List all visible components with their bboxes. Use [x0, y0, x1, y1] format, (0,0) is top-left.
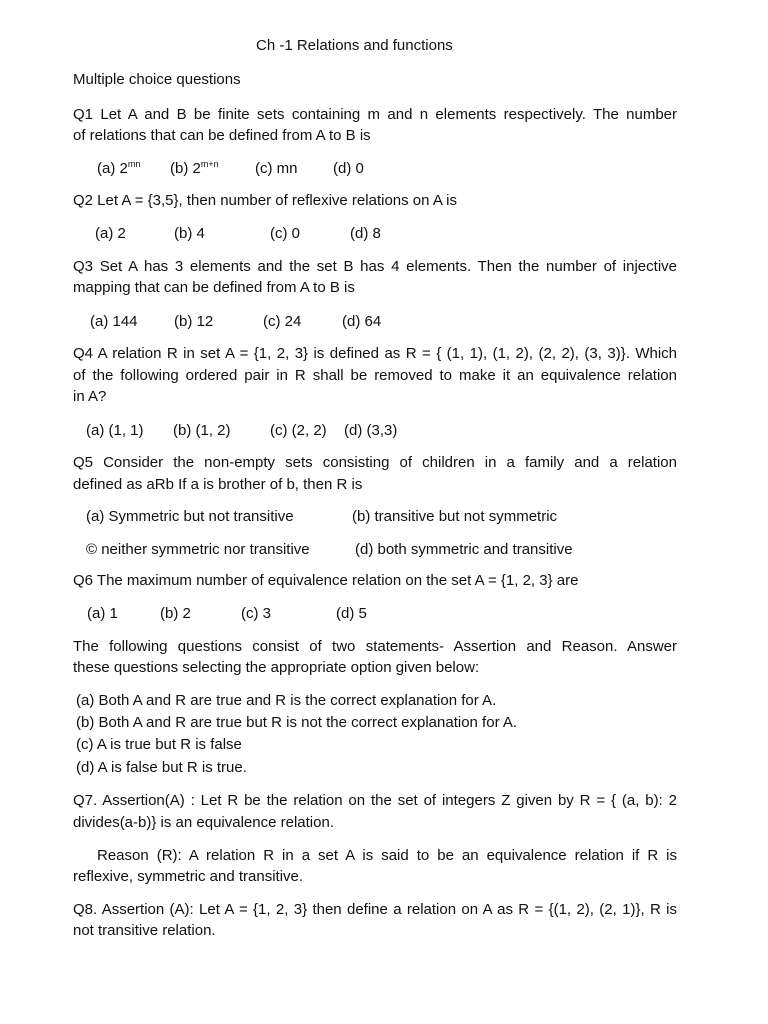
q2-option-c: (c) 0: [270, 225, 300, 242]
q2-option-b: (b) 4: [174, 225, 205, 242]
q4-option-c: (c) (2, 2): [270, 422, 327, 439]
q3-option-d: (d) 64: [342, 313, 382, 330]
ar-option-c: (c) A is true but R is false: [76, 736, 242, 753]
q1-option-a: (a) $2^{mn}$: [97, 159, 141, 177]
q4-option-d: (d) (3,3): [344, 422, 398, 439]
q8-assertion-line-1: Q8. Assertion (A): Let A = {1, 2, 3} then define a relation on A as R = {(1, 2), (2, 1)}, R is: [73, 901, 677, 918]
q6-option-c: (c) 3: [241, 605, 271, 622]
page-title: Ch -1 Relations and functions: [256, 37, 453, 54]
q7-assertion-line-2: divides(a-b)} is an equivalence relation.: [73, 814, 334, 831]
q6-text: Q6 The maximum number of equivalence relation on the set A = {1, 2, 3} are: [73, 572, 579, 589]
q7-reason-line-2: reflexive, symmetric and transitive.: [73, 868, 304, 885]
q4-option-a: (a) (1, 1): [86, 422, 144, 439]
q2-option-a: (a) 2: [95, 225, 126, 242]
q5-text-line-2: defined as aRb If a is brother of b, then R is: [73, 476, 363, 493]
q2-option-d: (d) 8: [350, 225, 381, 242]
q5-option-d: (d) both symmetric and transitive: [355, 541, 573, 558]
ar-intro-line-2: these questions selecting the appropriate option given below:: [73, 659, 480, 676]
q4-text-line-2: of the following ordered pair in R shall be removed to make it an equivalence relation: [73, 367, 677, 384]
q4-option-b: (b) (1, 2): [173, 422, 231, 439]
q6-option-d: (d) 5: [336, 605, 367, 622]
q7-assertion-line-1: Q7. Assertion(A) : Let R be the relation on the set of integers Z given by R = { (a, b): 2: [73, 792, 677, 809]
q1-option-c: (c) mn: [255, 160, 298, 177]
ar-option-a: (a) Both A and R are true and R is the correct explanation for A.: [76, 692, 497, 709]
q1-text-line-1: Q1 Let A and B be finite sets containing m and n elements respectively. The number: [73, 106, 677, 123]
section-heading: Multiple choice questions: [73, 71, 241, 88]
q5-text-line-1: Q5 Consider the non-empty sets consisting of children in a family and a relation: [73, 454, 677, 471]
q5-option-b: (b) transitive but not symmetric: [352, 508, 558, 525]
q1-text-line-2: of relations that can be defined from A to B is: [73, 127, 371, 144]
q3-text-line-1: Q3 Set A has 3 elements and the set B has 4 elements. Then the number of injective: [73, 258, 677, 275]
q4-text-line-1: Q4 A relation R in set A = {1, 2, 3} is defined as R = { (1, 1), (1, 2), (2, 2), (3, 3)}. Which: [73, 345, 677, 362]
q6-option-a: (a) 1: [87, 605, 118, 622]
q8-assertion-line-2: not transitive relation.: [73, 922, 216, 939]
q1-option-b: (b) $2^{m+n}$: [170, 159, 219, 177]
ar-option-b: (b) Both A and R are true but R is not the correct explanation for A.: [76, 714, 518, 731]
q6-option-b: (b) 2: [160, 605, 191, 622]
q3-text-line-2: mapping that can be defined from A to B is: [73, 279, 355, 296]
q5-option-a: (a) Symmetric but not transitive: [86, 508, 294, 525]
q1-option-d: (d) 0: [333, 160, 364, 177]
q5-option-c: © neither symmetric nor transitive: [86, 541, 310, 558]
q3-option-a: (a) 144: [90, 313, 138, 330]
q7-reason-line-1: Reason (R): A relation R in a set A is said to be an equivalence relation if R is: [97, 847, 677, 864]
q3-option-b: (b) 12: [174, 313, 214, 330]
q3-option-c: (c) 24: [263, 313, 302, 330]
q2-text: Q2 Let A = {3,5}, then number of reflexive relations on A is: [73, 192, 458, 209]
ar-intro-line-1: The following questions consist of two statements- Assertion and Reason. Answer: [73, 638, 677, 655]
q4-text-line-3: in A?: [73, 388, 107, 405]
ar-option-d: (d) A is false but R is true.: [76, 759, 247, 776]
